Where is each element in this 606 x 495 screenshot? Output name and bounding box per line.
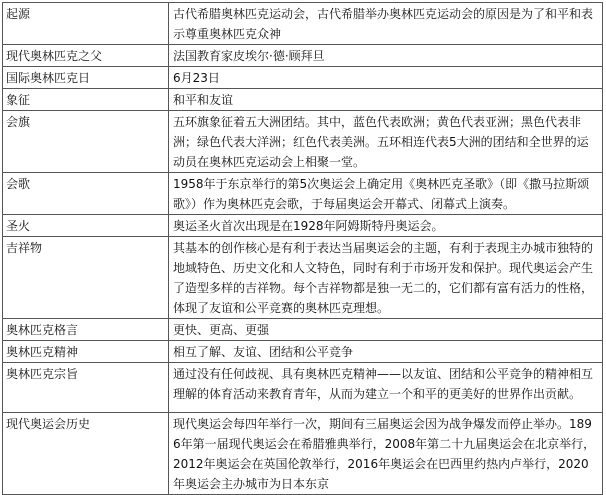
table-row — [3, 67, 603, 89]
row-value: 古代希腊奥林匹克运动会，古代希腊举办奥林匹克运动会的原因是为了和平和表示尊重奥林匹克众神 — [169, 3, 603, 45]
table-row — [3, 341, 603, 363]
table-row — [3, 413, 603, 495]
row-key: 国际奥林匹克日 — [3, 67, 169, 89]
table-row — [3, 89, 603, 111]
row-value: 通过没有任何歧视、具有奥林匹克精神——以友谊、团结和公平竞争的精神相互理解的体育活动来教育青年，从而为建立一个和平的更美好的世界作出贡献。 — [169, 363, 603, 413]
row-value: 其基本的创作核心是有利于表达当届奥运会的主题，有利于表现主办城市独特的地域特色、历史文化和人文特色，同时有利于市场开发和保护。现代奥运会产生了造型多样的吉祥物。每个吉祥物都是独一无二的，它们都有富有活力的性格，体现了友谊和公平竞赛的奥林匹克理想。 — [169, 237, 603, 319]
row-key: 起源 — [3, 3, 169, 45]
table-row — [3, 363, 603, 413]
row-value: 五环旗象征着五大洲团结。其中，蓝色代表欧洲；黄色代表亚洲；黑色代表非洲；绿色代表大洋洲；红色代表美洲。五环相连代表5大洲的团结和全世界的运动员在奥林匹克运动会上相聚一堂。 — [169, 111, 603, 173]
row-key: 会旗 — [3, 111, 169, 173]
table-row — [3, 215, 603, 237]
row-key: 象征 — [3, 89, 169, 111]
olympics-facts-table — [2, 2, 603, 495]
row-key: 现代奥运会历史 — [3, 413, 169, 495]
row-value: 更快、更高、更强 — [169, 319, 603, 341]
row-key: 奥林匹克格言 — [3, 319, 169, 341]
row-value: 和平和友谊 — [169, 89, 603, 111]
row-value: 相互了解、友谊、团结和公平竞争 — [169, 341, 603, 363]
row-key: 现代奥林匹克之父 — [3, 45, 169, 67]
table-row — [3, 237, 603, 319]
row-value: 6月23日 — [169, 67, 603, 89]
row-value: 法国教育家皮埃尔·德·顾拜旦 — [169, 45, 603, 67]
row-key: 吉祥物 — [3, 237, 169, 319]
row-value: 现代奥运会每四年举行一次，期间有三届奥运会因为战争爆发而停止举办。1896年第一届现代奥运会在希腊雅典举行，2008年第二十九届奥运会在北京举行，2012年奥运会在英国伦敦举行，2016年奥运会在巴西里约热内卢举行，2020年奥运会主办城市为日本东京 — [169, 413, 603, 495]
row-value: 1958年于东京举行的第5次奥运会上确定用《奥林匹克圣歌》（即《撒马拉斯颂歌》）作为奥林匹克会歌，于每届奥运会开幕式、闭幕式上演奏。 — [169, 173, 603, 215]
row-key: 会歌 — [3, 173, 169, 215]
row-key: 奥林匹克宗旨 — [3, 363, 169, 413]
row-key: 圣火 — [3, 215, 169, 237]
table-row — [3, 111, 603, 173]
table-row — [3, 319, 603, 341]
table-row — [3, 3, 603, 45]
row-key: 奥林匹克精神 — [3, 341, 169, 363]
row-value: 奥运圣火首次出现是在1928年阿姆斯特丹奥运会。 — [169, 215, 603, 237]
table-row — [3, 173, 603, 215]
table-row — [3, 45, 603, 67]
